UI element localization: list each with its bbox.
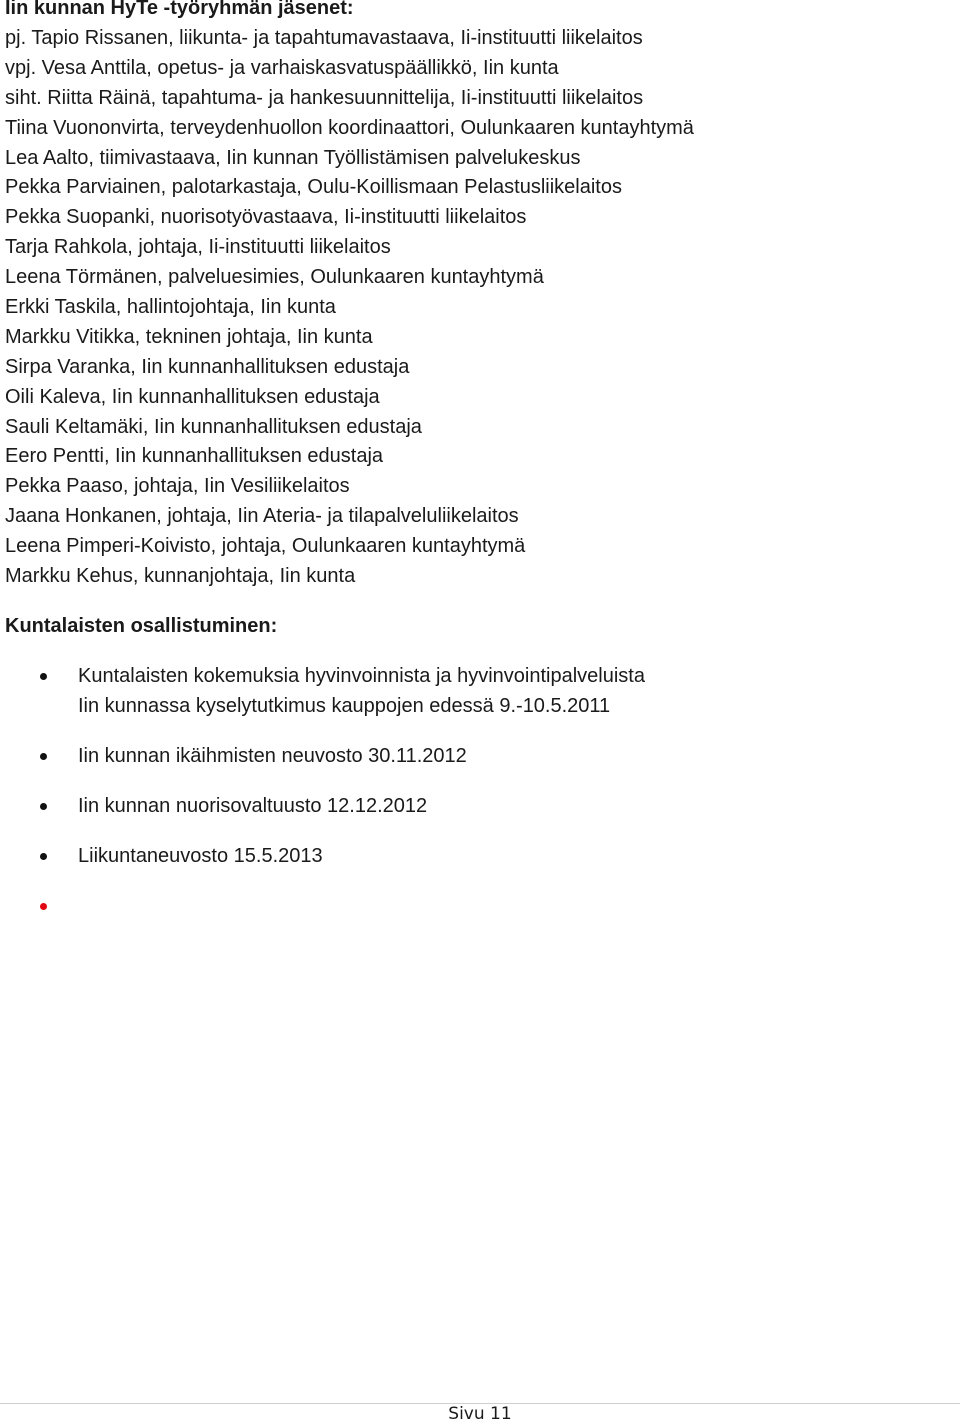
participation-item-text: Iin kunnan ikäihmisten neuvosto 30.11.2012 xyxy=(78,745,467,767)
member-item: pj. Tapio Rissanen, liikunta- ja tapahtumavastaava, Ii-instituutti liikelaitos xyxy=(5,27,643,49)
participation-item xyxy=(0,661,645,721)
member-item: Leena Pimperi-Koivisto, johtaja, Oulunkaaren kuntayhtymä xyxy=(5,535,526,558)
member-item: Jaana Honkanen, johtaja, Iin Ateria- ja tilapalveluliikelaitos xyxy=(5,505,519,528)
participation-item-text: Iin kunnassa kyselytutkimus kauppojen edessä 9.-10.5.2011 xyxy=(78,695,611,717)
member-item: Pekka Parviainen, palotarkastaja, Oulu-Koillismaan Pelastusliikelaitos xyxy=(5,176,622,199)
member-item: Oili Kaleva, Iin kunnanhallituksen edustaja xyxy=(5,385,380,408)
member-item: Erkki Taskila, hallintojohtaja, Iin kunta xyxy=(5,296,336,319)
member-item: Leena Törmänen, palveluesimies, Oulunkaaren kuntayhtymä xyxy=(5,266,544,289)
member-item: Lea Aalto, tiimivastaava, Iin kunnan Työllistämisen palvelukeskus xyxy=(5,146,581,169)
member-item: Eero Pentti, Iin kunnanhallituksen edustaja xyxy=(5,445,384,468)
participation-item-text: Liikuntaneuvosto 15.5.2013 xyxy=(78,845,323,867)
member-item: Markku Kehus, kunnanjohtaja, Iin kunta xyxy=(5,565,356,588)
member-item: Markku Vitikka, tekninen johtaja, Iin kunta xyxy=(5,325,373,348)
participation-item-text: Iin kunnan nuorisovaltuusto 12.12.2012 xyxy=(78,795,428,817)
member-item: Sirpa Varanka, Iin kunnanhallituksen edustaja xyxy=(5,355,410,378)
bullet-icon xyxy=(40,903,47,910)
member-item: Pekka Suopanki, nuorisotyövastaava, Ii-instituutti liikelaitos xyxy=(5,206,527,229)
member-item: Tarja Rahkola, johtaja, Ii-instituutti liikelaitos xyxy=(5,236,391,259)
empty-bullet-item xyxy=(0,891,645,921)
member-item: Pekka Paaso, johtaja, Iin Vesiliikelaitos xyxy=(5,475,350,498)
page-footer xyxy=(0,1403,960,1422)
member-item: siht. Riitta Räinä, tapahtuma- ja hankesuunnittelija, Ii-instituutti liikelaitos xyxy=(5,86,644,109)
member-item: Tiina Vuononvirta, terveydenhuollon koordinaattori, Oulunkaaren kuntayhtymä xyxy=(5,116,694,139)
participation-item xyxy=(0,841,645,871)
participation-heading: Kuntalaisten osallistuminen: xyxy=(5,615,278,637)
members-list xyxy=(5,24,694,592)
participation-item-text: Kuntalaisten kokemuksia hyvinvoinnista ja hyvinvointipalveluista xyxy=(78,665,645,687)
bullet-icon xyxy=(40,673,47,680)
bullet-icon xyxy=(40,803,47,810)
bullet-icon xyxy=(40,853,47,860)
members-heading: Iin kunnan HyTe -työryhmän jäsenet: xyxy=(5,0,354,19)
participation-item xyxy=(0,791,645,821)
participation-list xyxy=(0,661,645,941)
member-item: Sauli Keltamäki, Iin kunnanhallituksen edustaja xyxy=(5,415,422,438)
bullet-icon xyxy=(40,753,47,760)
member-item: vpj. Vesa Anttila, opetus- ja varhaiskasvatuspäällikkö, Iin kunta xyxy=(5,56,559,79)
page-number: Sivu 11 xyxy=(448,1404,512,1424)
participation-item xyxy=(0,741,645,771)
